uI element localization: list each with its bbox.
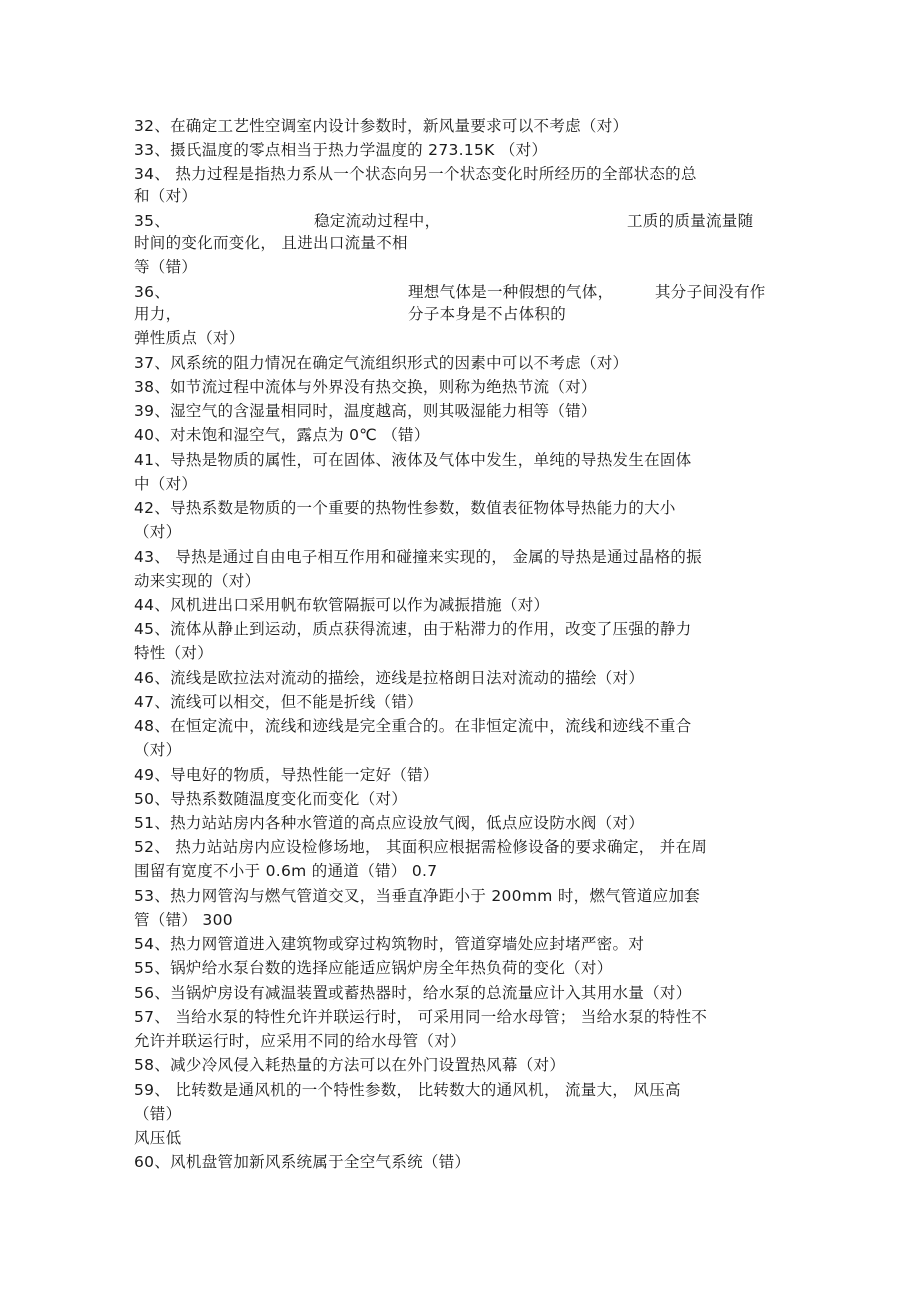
item-34-line2: 和（对）	[134, 187, 198, 205]
item-41-line2: 中（对）	[134, 475, 198, 493]
item-59-line1: 59、 比转数是通风机的一个特性参数， 比转数大的通风机， 流量大， 风压高	[134, 1081, 681, 1099]
item-36-line2a: 用力，	[134, 305, 182, 323]
item-44: 44、风机进出口采用帆布软管隔振可以作为减振措施（对）	[134, 596, 550, 614]
item-36-line3: 弹性质点（对）	[134, 329, 245, 347]
item-59-line2: （错）	[134, 1105, 182, 1123]
item-54: 54、热力网管道进入建筑物或穿过构筑物时，管道穿墙处应封堵严密。对	[134, 935, 645, 953]
item-42-line2: （对）	[134, 523, 182, 541]
item-35-line2: 时间的变化而变化， 且进出口流量不相	[134, 234, 408, 252]
item-49: 49、导电好的物质，导热性能一定好（错）	[134, 766, 439, 784]
item-45-line2: 特性（对）	[134, 644, 214, 662]
item-45-line1: 45、流体从静止到运动，质点获得流速，由于粘滞力的作用，改变了压强的静力	[134, 620, 692, 638]
item-58: 58、减少冷风侵入耗热量的方法可以在外门设置热风幕（对）	[134, 1056, 566, 1074]
item-36-segment-b: 其分子间没有作	[655, 283, 766, 301]
item-41-line1: 41、导热是物质的属性，可在固体、液体及气体中发生，单纯的导热发生在固体	[134, 451, 692, 469]
item-55: 55、锅炉给水泵台数的选择应能适应锅炉房全年热负荷的变化（对）	[134, 959, 613, 977]
item-48-line2: （对）	[134, 741, 182, 759]
item-50: 50、导热系数随温度变化而变化（对）	[134, 790, 408, 808]
item-52-line2: 围留有宽度不小于 0.6m 的通道（错） 0.7	[134, 862, 438, 880]
item-34-line1: 34、 热力过程是指热力系从一个状态向另一个状态变化时所经历的全部状态的总	[134, 165, 697, 183]
item-39: 39、湿空气的含湿量相同时，温度越高，则其吸湿能力相等（错）	[134, 402, 597, 420]
item-36-number: 36、	[134, 283, 171, 301]
item-35-number: 35、	[134, 212, 171, 230]
item-43-line2: 动来实现的（对）	[134, 572, 261, 590]
item-35-line3: 等（错）	[134, 258, 198, 276]
item-33: 33、摄氏温度的零点相当于热力学温度的 273.15K （对）	[134, 141, 548, 159]
item-37: 37、风系统的阻力情况在确定气流组织形式的因素中可以不考虑（对）	[134, 354, 629, 372]
item-35-segment-b: 工质的质量流量随	[627, 212, 754, 230]
item-35-segment-a: 稳定流动过程中，	[314, 212, 441, 230]
item-57-line2: 允许并联运行时，应采用不同的给水母管（对）	[134, 1032, 466, 1050]
item-52-line1: 52、 热力站站房内应设检修场地， 其面积应根据需检修设备的要求确定， 并在周	[134, 838, 708, 856]
item-51: 51、热力站站房内各种水管道的高点应设放气阀，低点应设防水阀（对）	[134, 814, 645, 832]
item-60: 60、风机盘管加新风系统属于全空气系统（错）	[134, 1153, 471, 1171]
item-56: 56、当锅炉房设有减温装置或蓄热器时，给水泵的总流量应计入其用水量（对）	[134, 984, 692, 1002]
item-42-line1: 42、导热系数是物质的一个重要的热物性参数，数值表征物体导热能力的大小	[134, 499, 676, 517]
item-47: 47、流线可以相交，但不能是折线（错）	[134, 693, 423, 711]
item-36-line2b: 分子本身是不占体积的	[408, 305, 567, 323]
item-57-line1: 57、 当给水泵的特性允许并联运行时， 可采用同一给水母管； 当给水泵的特性不	[134, 1008, 708, 1026]
item-53-line1: 53、热力网管沟与燃气管道交叉，当垂直净距小于 200mm 时，燃气管道应加套	[134, 887, 701, 905]
item-36-segment-a: 理想气体是一种假想的气体，	[408, 283, 614, 301]
item-48-line1: 48、在恒定流中，流线和迹线是完全重合的。在非恒定流中，流线和迹线不重合	[134, 717, 692, 735]
item-38: 38、如节流过程中流体与外界没有热交换，则称为绝热节流（对）	[134, 378, 597, 396]
item-32: 32、在确定工艺性空调室内设计参数时，新风量要求可以不考虑（对）	[134, 117, 629, 135]
item-43-line1: 43、 导热是通过自由电子相互作用和碰撞来实现的， 金属的导热是通过晶格的振	[134, 548, 702, 566]
item-53-line2: 管（错） 300	[134, 911, 233, 929]
item-59-note: 风压低	[134, 1129, 182, 1147]
item-40: 40、对未饱和湿空气，露点为 0℃ （错）	[134, 426, 430, 444]
item-46: 46、流线是欧拉法对流动的描绘，迹线是拉格朗日法对流动的描绘（对）	[134, 669, 645, 687]
